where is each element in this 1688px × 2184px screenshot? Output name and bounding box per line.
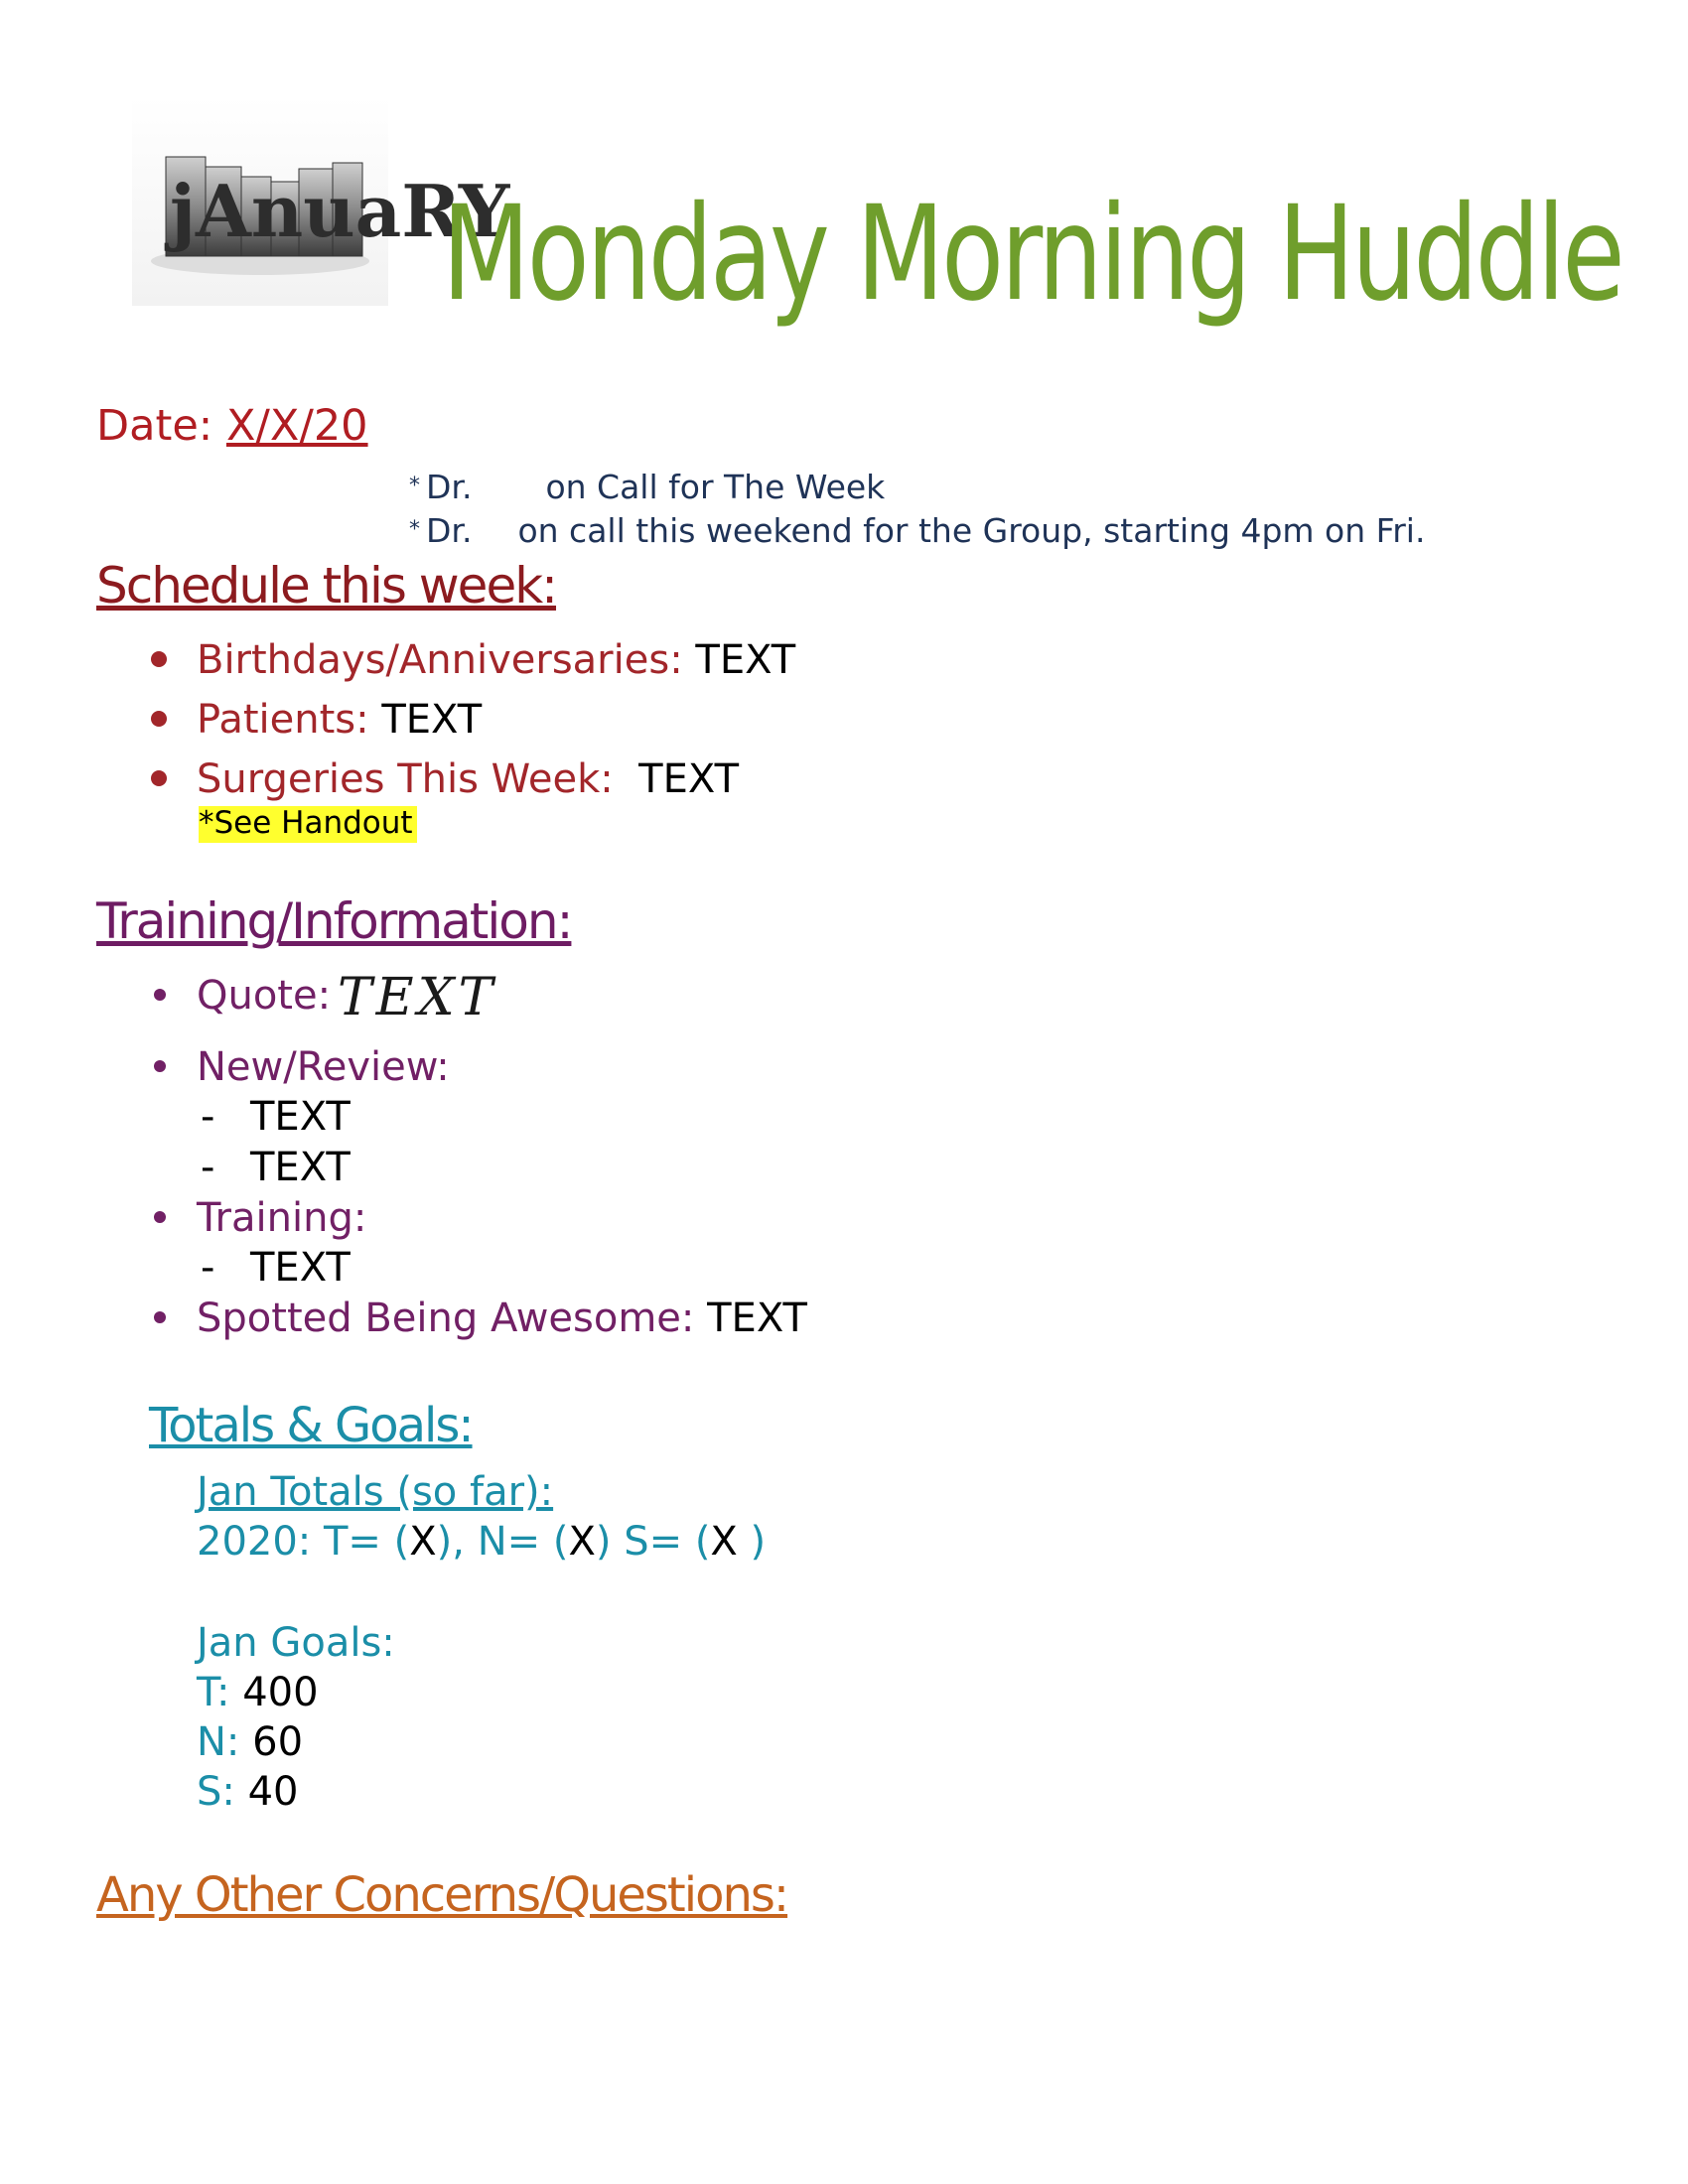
goal-n [197, 1719, 304, 1765]
on-call-weekend-text: on call this weekend for the Group, starting 4pm on Fri. [517, 511, 1426, 550]
spotted-item [197, 1296, 807, 1341]
totals-end: ) [750, 1519, 767, 1565]
totals-separator: ) S= ( [595, 1519, 711, 1565]
item-label: Training: [197, 1195, 367, 1241]
item-label: Surgeries This Week: [197, 756, 639, 802]
totals-prefix: 2020: T= ( [197, 1519, 410, 1565]
quote-label [197, 973, 332, 1019]
doctor-prefix: Dr. [426, 468, 473, 506]
item-value: TEXT [381, 697, 483, 743]
item-value: TEXT [638, 756, 739, 802]
new-review-label [197, 1044, 450, 1090]
dash: - [201, 1145, 215, 1190]
list-item [197, 756, 739, 802]
item-value: TEXT [250, 1094, 351, 1140]
quote-value: TEXT [338, 968, 497, 1027]
goal-value: 40 [247, 1769, 299, 1815]
bullet-icon [154, 1211, 166, 1223]
bullet-icon [154, 1311, 166, 1323]
jan-totals-label: Jan Totals (so far): [197, 1469, 554, 1515]
item-value: TEXT [250, 1145, 351, 1190]
sub-list-item [201, 1145, 351, 1190]
item-label: Birthdays/Anniversaries: [197, 637, 696, 683]
schedule-heading: Schedule this week: [96, 557, 557, 614]
on-call-weekend-line [409, 511, 1426, 550]
bullet-icon [151, 711, 167, 727]
sub-list-item [201, 1245, 351, 1291]
total-s-value: X [710, 1519, 751, 1565]
item-label: Patients: [197, 697, 382, 743]
totals-line [197, 1519, 767, 1565]
date-value: X/X/20 [225, 401, 368, 451]
on-call-week-line [409, 468, 886, 506]
sub-list-item [201, 1094, 351, 1140]
total-n-value: X [568, 1519, 596, 1565]
see-handout-note: *See Handout [199, 806, 417, 843]
bullet-icon [154, 1060, 166, 1072]
asterisk: * [409, 517, 420, 542]
dash: - [201, 1245, 215, 1291]
concerns-heading: Any Other Concerns/Questions: [96, 1867, 788, 1923]
date-line [96, 401, 368, 451]
page-title: Monday Morning Huddle [442, 178, 1622, 331]
goal-s [197, 1769, 299, 1815]
on-call-week-text: on Call for The Week [545, 468, 886, 506]
goal-t [197, 1670, 319, 1715]
asterisk: * [409, 474, 420, 498]
goal-label: N: [197, 1719, 253, 1765]
training-heading: Training/Information: [96, 892, 572, 950]
goal-label: S: [197, 1769, 248, 1815]
goal-label: T: [197, 1670, 243, 1715]
total-t-value: X [409, 1519, 437, 1565]
training-label [197, 1195, 367, 1241]
bullet-icon [151, 770, 167, 786]
item-value: TEXT [695, 637, 796, 683]
dash: - [201, 1094, 215, 1140]
january-logo [132, 97, 510, 306]
date-label: Date: [96, 401, 226, 451]
item-label: New/Review: [197, 1044, 450, 1090]
totals-separator: ), N= ( [436, 1519, 569, 1565]
logo-text: jAnuaRY [170, 169, 510, 253]
item-value: TEXT [250, 1245, 351, 1291]
item-value: TEXT [707, 1296, 807, 1341]
bullet-icon [151, 651, 167, 667]
totals-heading: Totals & Goals: [149, 1398, 473, 1453]
goal-value: 400 [242, 1670, 319, 1715]
jan-goals-label: Jan Goals: [197, 1620, 395, 1666]
goal-value: 60 [252, 1719, 304, 1765]
item-label: Spotted Being Awesome: [197, 1296, 708, 1341]
list-item [197, 637, 796, 683]
item-label: Quote: [197, 973, 332, 1019]
list-item [197, 697, 483, 743]
doctor-prefix: Dr. [426, 511, 473, 550]
bullet-icon [154, 989, 166, 1001]
